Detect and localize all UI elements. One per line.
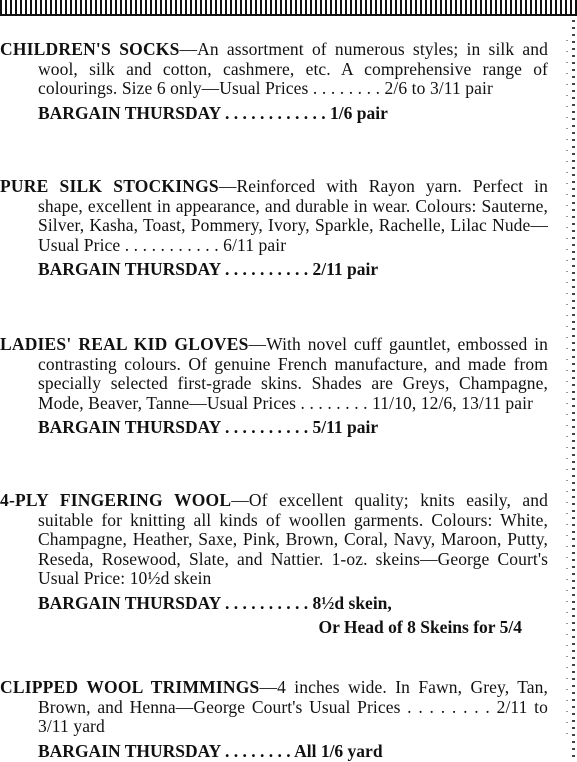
item-heading: 4-PLY FINGERING WOOL (0, 490, 232, 510)
bargain-price: 5/11 pair (312, 417, 379, 438)
bargain-label: BARGAIN THURSDAY . . . . . . . . . . (38, 417, 309, 438)
item-body: —Reinforced with Rayon yarn. Perfect in shape, excellent in appearance, and durable in wear. Colours: Sauterne, Silver, Kasha, Toast, Pommery, Ivory, Sparkle, Rachelle, Lilac Nude—Usual Price . . . . . . . . . . . 6/11 pair (38, 176, 548, 255)
bargain-label: BARGAIN THURSDAY . . . . . . . . . . (38, 592, 309, 613)
bargain-extra-offer: Or Head of 8 Skeins for 5/4 (318, 616, 522, 637)
item-heading: PURE SILK STOCKINGS (0, 176, 219, 196)
bargain-price: All 1/6 yard (294, 740, 383, 761)
item-heading: CHILDREN'S SOCKS (0, 39, 180, 59)
right-edge-rule-inner (566, 40, 568, 740)
bargain-label: BARGAIN THURSDAY . . . . . . . . (38, 740, 291, 761)
item-body: —With novel cuff gauntlet, embossed in contrasting colours. Of genuine French manufacture, and made from specially selected first-grade skins. Shades are Greys, Champagne, Mode, Beaver, Tanne—Usual Prices . . . . . . . . 11/10, 12/6, 13/11 pair (38, 334, 549, 413)
list-item-pure-silk-stockings (0, 177, 548, 280)
item-description (0, 491, 548, 589)
item-body: —4 inches wide. In Fawn, Grey, Tan, Brown, and Henna—George Court's Usual Prices . . . . . . . . 2/11 to 3/11 yard (38, 677, 548, 737)
right-edge-rule (572, 20, 575, 761)
bargain-line (38, 258, 548, 280)
bargain-line (38, 740, 548, 762)
bargain-price: 2/11 pair (312, 259, 379, 280)
bargain-label: BARGAIN THURSDAY . . . . . . . . . . . . (38, 102, 326, 123)
item-description (0, 40, 548, 99)
item-heading: CLIPPED WOOL TRIMMINGS (0, 677, 260, 697)
top-decorative-border (0, 0, 577, 16)
bargain-price: 8½d skein, (312, 592, 392, 613)
bargain-line (38, 592, 548, 614)
list-item-childrens-socks (0, 40, 548, 124)
item-body: —Of excellent quality; knits easily, and suitable for knitting all kinds of woollen garments. Colours: White, Champagne, Heather, Saxe, Pink, Brown, Coral, Navy, Maroon, Putty, Reseda, Rosewood, Slate, and Nattier. 1-oz. skeins—George Court's Usual Price: 10½d skein (38, 490, 548, 589)
item-description (0, 678, 548, 737)
list-item-fingering-wool (0, 491, 548, 638)
list-item-ladies-kid-gloves (0, 335, 548, 438)
bargain-line (38, 416, 548, 438)
bargain-price: 1/6 pair (330, 102, 388, 123)
bargain-label: BARGAIN THURSDAY . . . . . . . . . . (38, 259, 309, 280)
item-body: —An assortment of numerous styles; in silk and wool, silk and cotton, cashmere, etc. A comprehensive range of colourings. Size 6 only—Usual Prices . . . . . . . . 2/6 to 3/11 pair (38, 39, 548, 99)
item-heading: LADIES' REAL KID GLOVES (0, 334, 249, 354)
bargain-line (38, 102, 548, 124)
item-description (0, 335, 548, 413)
list-item-clipped-wool-trimmings (0, 678, 548, 762)
item-description (0, 177, 548, 255)
